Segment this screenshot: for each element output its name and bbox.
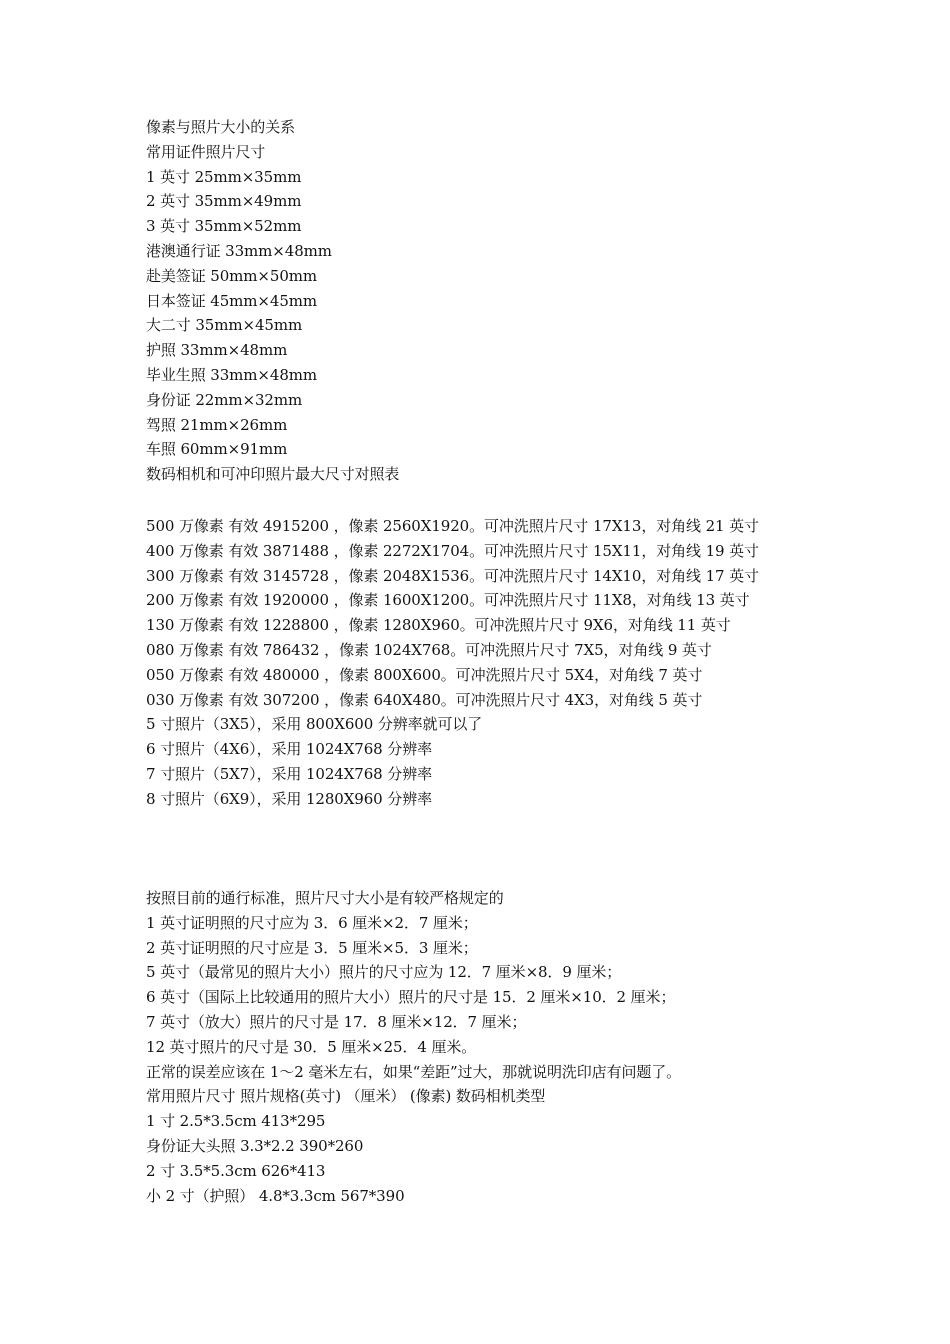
text-line: 12 英寸照片的尺寸是 30．5 厘米×25．4 厘米。 xyxy=(146,1037,477,1056)
text-line: 6 寸照片（4X6），采用 1024X768 分辨率 xyxy=(146,740,432,759)
text-line: 大二寸 35mm×45mm xyxy=(146,316,303,335)
text-line: 050 万像素 有效 480000 ，像素 800X600。可冲洗照片尺寸 5X4，对角线 7 英寸 xyxy=(146,665,703,684)
text-line: 7 寸照片（5X7），采用 1024X768 分辨率 xyxy=(146,764,432,783)
text-line: 130 万像素 有效 1228800 ，像素 1280X960。可冲洗照片尺寸 9X6，对角线 11 英寸 xyxy=(146,616,731,635)
text-line: 3 英寸 35mm×52mm xyxy=(146,217,302,236)
text-line: 5 寸照片（3X5），采用 800X600 分辨率就可以了 xyxy=(146,715,483,734)
text-line: 1 英寸证明照的尺寸应为 3．6 厘米×2．7 厘米； xyxy=(146,913,478,932)
text-line: 常用照片尺寸 照片规格(英寸) （厘米） (像素) 数码相机类型 xyxy=(146,1087,546,1106)
text-line: 正常的误差应该在 1～2 毫米左右，如果“差距”过大，那就说明洗印店有问题了。 xyxy=(146,1062,682,1081)
text-line: 5 英寸（最常见的照片大小）照片的尺寸应为 12．7 厘米×8．9 厘米； xyxy=(146,963,622,982)
text-line: 数码相机和可冲印照片最大尺寸对照表 xyxy=(146,465,400,484)
text-line: 护照 33mm×48mm xyxy=(146,341,288,360)
text-line: 赴美签证 50mm×50mm xyxy=(146,266,318,285)
text-line: 1 寸 2.5*3.5cm 413*295 xyxy=(146,1112,326,1131)
text-line: 港澳通行证 33mm×48mm xyxy=(146,241,332,260)
text-line: 小 2 寸（护照） 4.8*3.3cm 567*390 xyxy=(146,1186,405,1205)
section-photo-id-sizes xyxy=(146,115,906,487)
text-line: 500 万像素 有效 4915200 ，像素 2560X1920。可冲洗照片尺寸 17X13，对角线 21 英寸 xyxy=(146,517,759,535)
text-line: 400 万像素 有效 3871488 ，像素 2272X1704。可冲洗照片尺寸 15X11，对角线 19 英寸 xyxy=(146,541,759,560)
text-line: 身份证 22mm×32mm xyxy=(146,390,303,409)
text-line: 身份证大头照 3.3*2.2 390*260 xyxy=(146,1136,364,1155)
section-standard-photo-sizes xyxy=(146,886,906,1208)
text-line: 030 万像素 有效 307200 ，像素 640X480。可冲洗照片尺寸 4X3，对角线 5 英寸 xyxy=(146,690,703,709)
text-line: 200 万像素 有效 1920000 ，像素 1600X1200。可冲洗照片尺寸 11X8，对角线 13 英寸 xyxy=(146,591,750,610)
text-line: 1 英寸 25mm×35mm xyxy=(146,167,302,186)
text-line: 7 英寸（放大）照片的尺寸是 17．8 厘米×12．7 厘米； xyxy=(146,1012,527,1031)
text-line: 2 寸 3.5*5.3cm 626*413 xyxy=(146,1161,326,1180)
text-line: 按照目前的通行标准，照片尺寸大小是有较严格规定的 xyxy=(146,889,504,907)
text-line: 8 寸照片（6X9），采用 1280X960 分辨率 xyxy=(146,789,432,808)
text-line: 080 万像素 有效 786432 ，像素 1024X768。可冲洗照片尺寸 7X5，对角线 9 英寸 xyxy=(146,640,712,659)
text-line: 300 万像素 有效 3145728 ，像素 2048X1536。可冲洗照片尺寸 14X10，对角线 17 英寸 xyxy=(146,566,759,585)
text-line: 车照 60mm×91mm xyxy=(146,440,288,459)
section-title: 像素与照片大小的关系 xyxy=(146,118,296,136)
text-line: 2 英寸证明照的尺寸应是 3．5 厘米×5．3 厘米； xyxy=(146,938,478,957)
text-line: 2 英寸 35mm×49mm xyxy=(146,192,302,211)
text-line: 6 英寸（国际上比较通用的照片大小）照片的尺寸是 15．2 厘米×10．2 厘米； xyxy=(146,988,676,1007)
text-line: 日本签证 45mm×45mm xyxy=(146,291,318,310)
text-line: 毕业生照 33mm×48mm xyxy=(146,365,318,384)
text-line: 常用证件照片尺寸 xyxy=(146,142,266,161)
section-camera-print-table xyxy=(146,514,906,812)
text-line: 驾照 21mm×26mm xyxy=(146,415,288,434)
